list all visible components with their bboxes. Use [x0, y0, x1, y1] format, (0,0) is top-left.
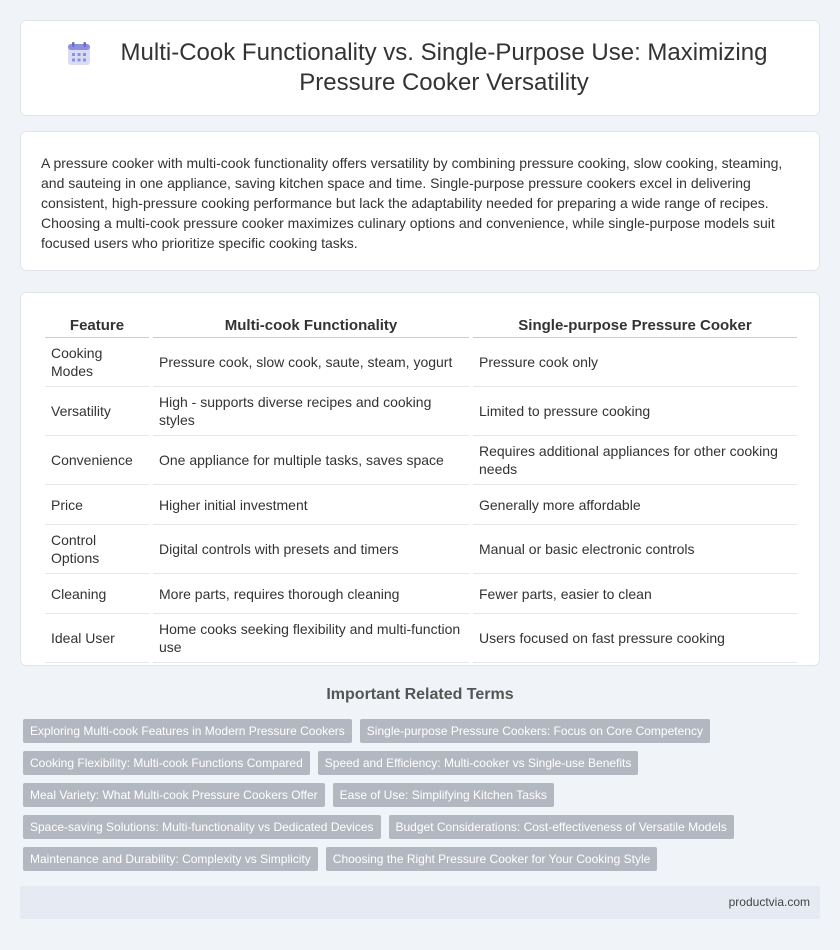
intro-card — [20, 131, 820, 271]
single-purpose-cell: Generally more affordable — [473, 485, 797, 525]
related-term-tag[interactable]: Choosing the Right Pressure Cooker for Your Cooking Style — [326, 847, 658, 871]
feature-cell: Versatility — [45, 387, 149, 436]
related-term-tag[interactable]: Cooking Flexibility: Multi-cook Functions Compared — [23, 751, 310, 775]
table-row — [45, 338, 797, 387]
feature-cell: Ideal User — [45, 614, 149, 663]
feature-cell: Price — [45, 485, 149, 525]
comparison-card — [20, 292, 820, 666]
tag-row — [23, 783, 823, 807]
footer-site-link[interactable]: productvia.com — [728, 895, 810, 909]
related-term-tag[interactable]: Space-saving Solutions: Multi-functionality vs Dedicated Devices — [23, 815, 381, 839]
single-purpose-cell: Manual or basic electronic controls — [473, 525, 797, 574]
multi-cook-cell: Higher initial investment — [153, 485, 469, 525]
header-feature: Feature — [45, 311, 149, 338]
title-card — [20, 20, 820, 116]
table-header-row — [45, 311, 797, 338]
header-single-purpose: Single-purpose Pressure Cooker — [473, 311, 797, 338]
multi-cook-cell: Pressure cook, slow cook, saute, steam, yogurt — [153, 338, 469, 387]
single-purpose-cell: Fewer parts, easier to clean — [473, 574, 797, 614]
related-term-tag[interactable]: Ease of Use: Simplifying Kitchen Tasks — [333, 783, 554, 807]
table-row — [45, 485, 797, 525]
table-row — [45, 387, 797, 436]
single-purpose-cell: Users focused on fast pressure cooking — [473, 614, 797, 663]
table-row — [45, 614, 797, 663]
single-purpose-cell: Limited to pressure cooking — [473, 387, 797, 436]
tag-row — [23, 751, 823, 775]
multi-cook-cell: More parts, requires thorough cleaning — [153, 574, 469, 614]
table-row — [45, 436, 797, 485]
related-term-tag[interactable]: Single-purpose Pressure Cookers: Focus on Core Competency — [360, 719, 710, 743]
multi-cook-cell: Digital controls with presets and timers — [153, 525, 469, 574]
related-term-tag[interactable]: Exploring Multi-cook Features in Modern Pressure Cookers — [23, 719, 352, 743]
page-title: Multi-Cook Functionality vs. Single-Purpose Use: Maximizing Pressure Cooker Versatility — [120, 39, 768, 96]
table-row — [45, 574, 797, 614]
intro-paragraph: A pressure cooker with multi-cook functionality offers versatility by combining pressure cooking, slow cooking, steaming, and sauteing in one appliance, saving kitchen space and time. Single-purpose pressure cookers excel in delivering consistent, high-pressure cooking performance but lack the adaptability needed for preparing a wide range of recipes. Choosing a multi-cook pressure cooker maximizes culinary options and convenience, while single-purpose models suit focused users who prioritize specific cooking tasks. — [41, 155, 783, 251]
feature-cell: Control Options — [45, 525, 149, 574]
tag-row — [23, 815, 823, 839]
calendar-icon — [66, 41, 92, 67]
related-term-tag[interactable]: Maintenance and Durability: Complexity vs Simplicity — [23, 847, 318, 871]
single-purpose-cell: Pressure cook only — [473, 338, 797, 387]
related-term-tag[interactable]: Speed and Efficiency: Multi-cooker vs Single-use Benefits — [318, 751, 639, 775]
feature-cell: Cooking Modes — [45, 338, 149, 387]
table-row — [45, 525, 797, 574]
header-multi-cook: Multi-cook Functionality — [153, 311, 469, 338]
related-term-tag[interactable]: Budget Considerations: Cost-effectiveness of Versatile Models — [389, 815, 734, 839]
feature-cell: Convenience — [45, 436, 149, 485]
tag-row — [23, 847, 823, 871]
single-purpose-cell: Requires additional appliances for other cooking needs — [473, 436, 797, 485]
tag-row — [23, 719, 823, 743]
related-terms-heading: Important Related Terms — [326, 686, 514, 703]
feature-cell: Cleaning — [45, 574, 149, 614]
multi-cook-cell: Home cooks seeking flexibility and multi-function use — [153, 614, 469, 663]
multi-cook-cell: One appliance for multiple tasks, saves space — [153, 436, 469, 485]
multi-cook-cell: High - supports diverse recipes and cooking styles — [153, 387, 469, 436]
comparison-table — [41, 311, 801, 663]
related-term-tag[interactable]: Meal Variety: What Multi-cook Pressure Cookers Offer — [23, 783, 325, 807]
footer — [20, 886, 820, 919]
related-terms-list — [23, 719, 823, 879]
